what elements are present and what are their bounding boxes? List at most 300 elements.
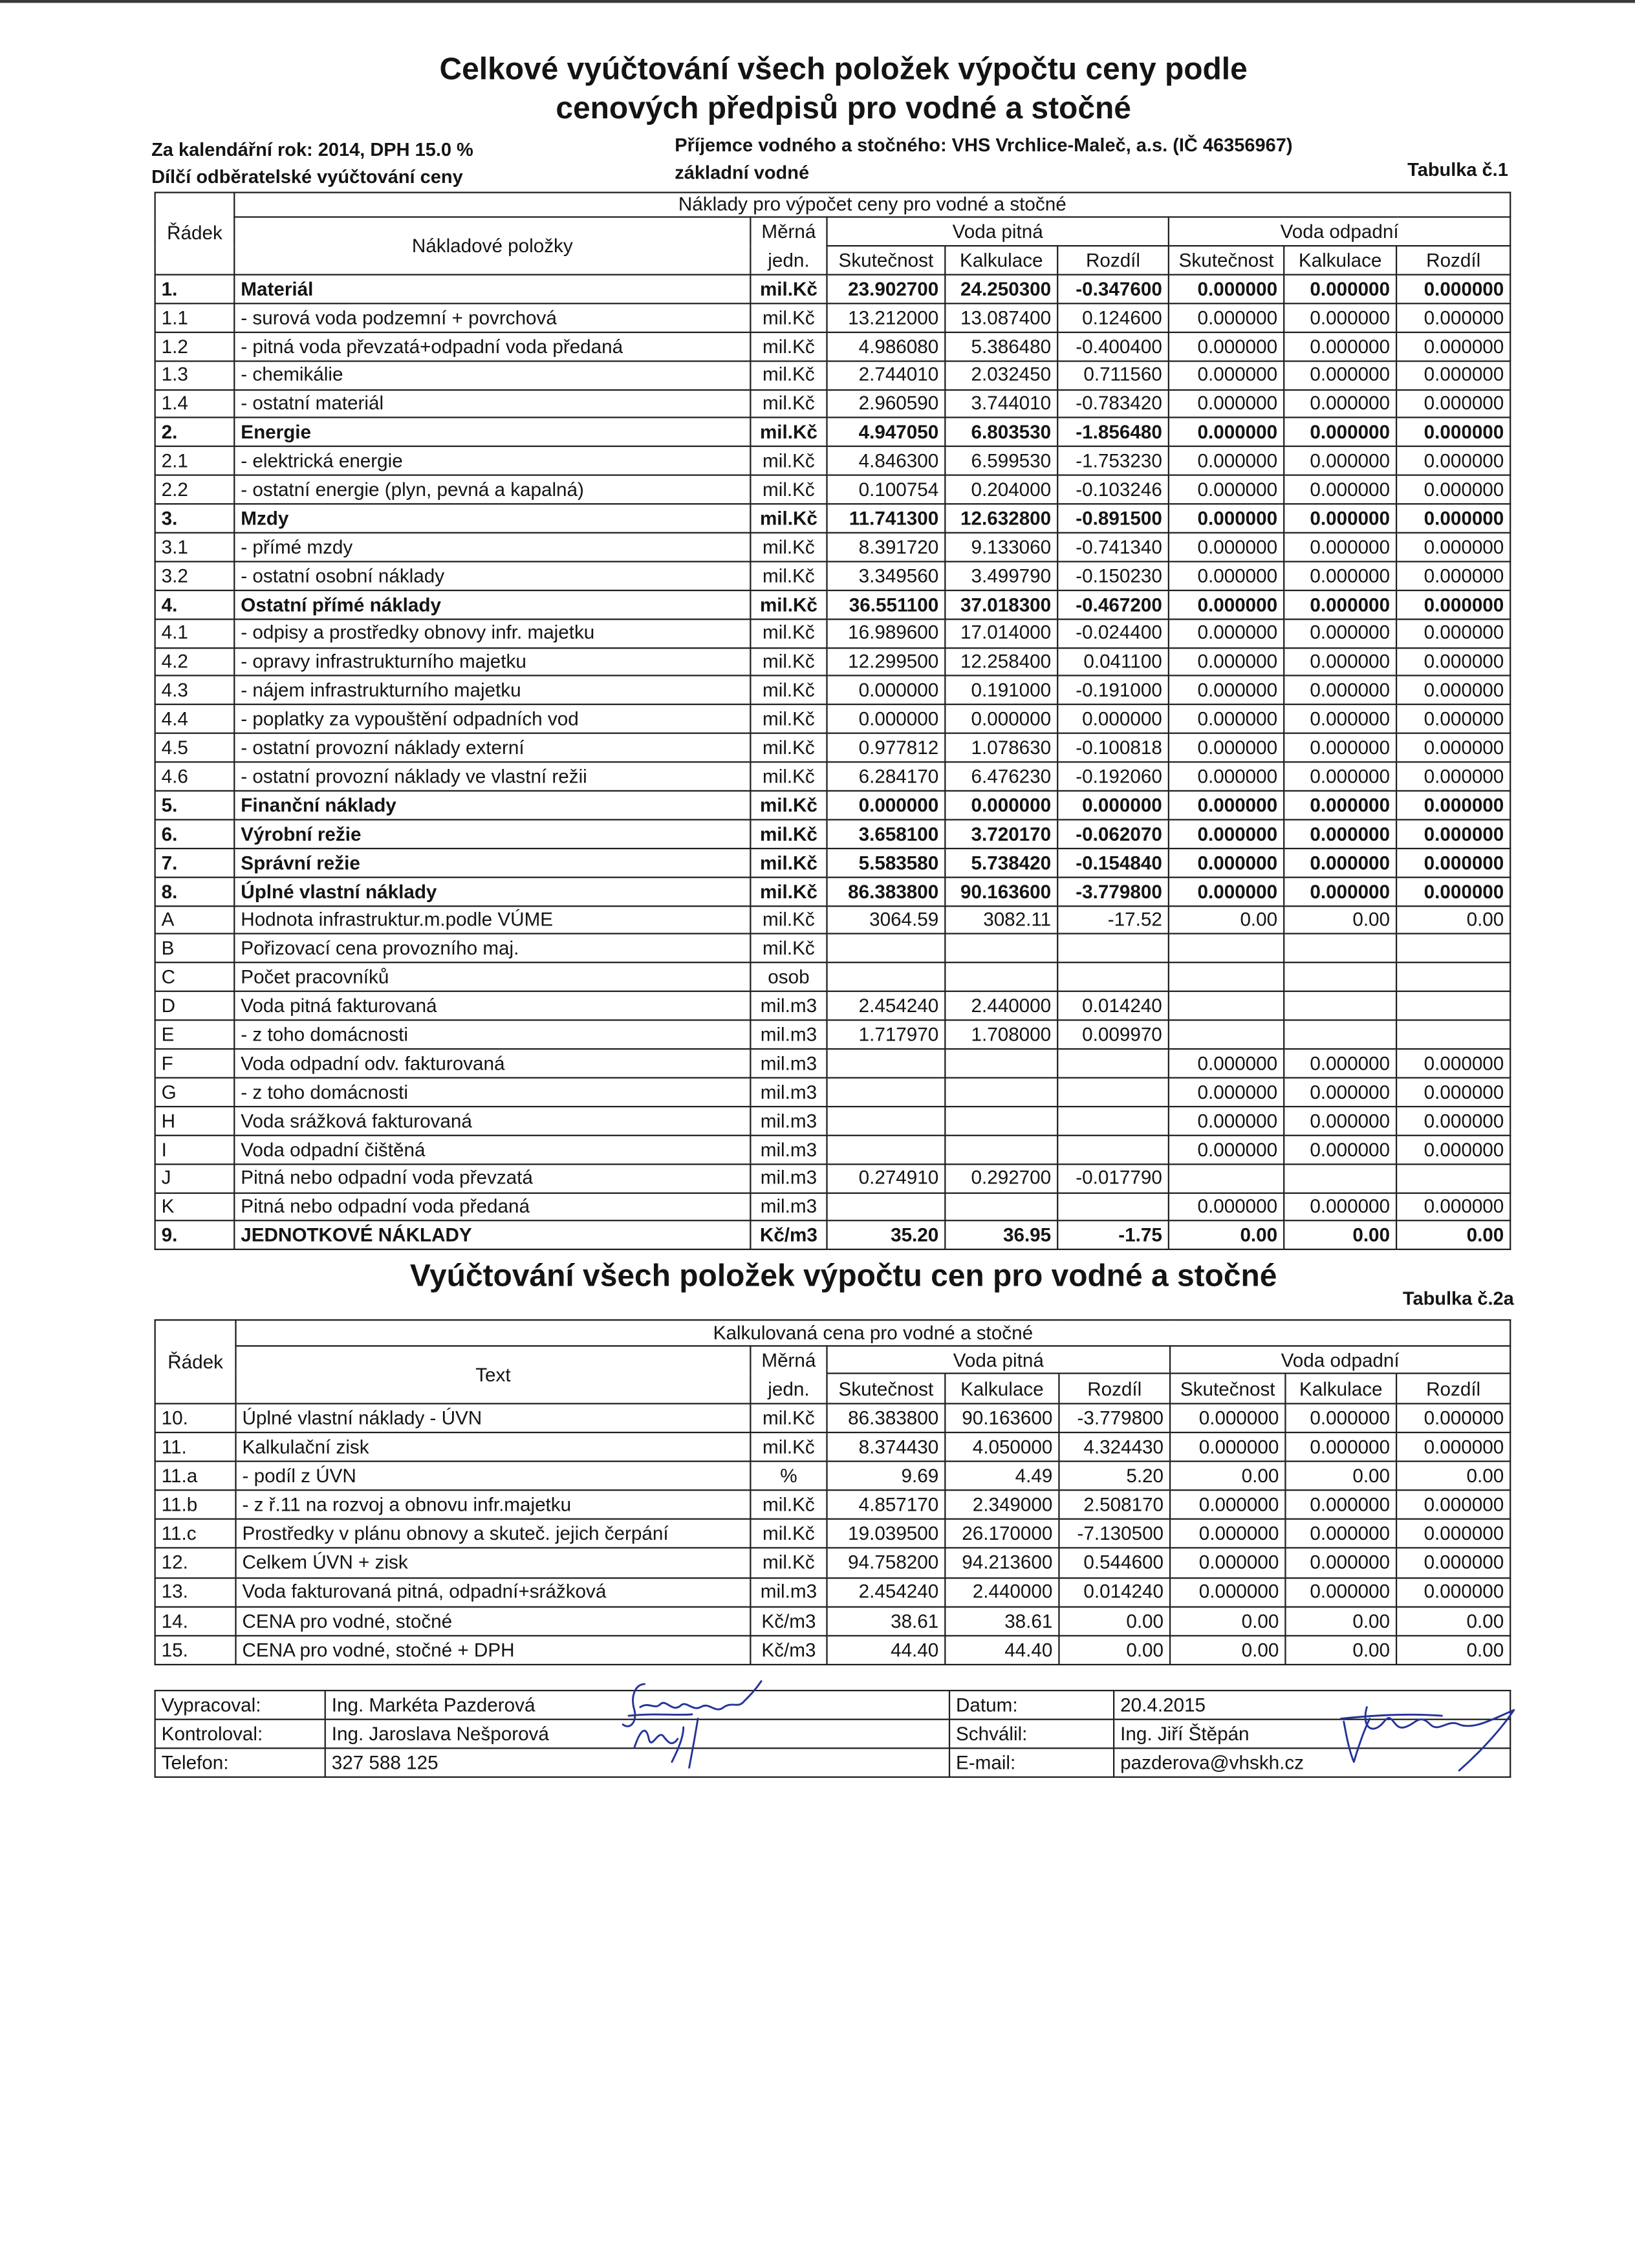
table-header-row: [155, 217, 1511, 246]
waste-difference: 0.000000: [1396, 332, 1510, 360]
waste-difference: 0.000000: [1396, 1520, 1510, 1549]
drinking-difference: -0.017790: [1057, 1163, 1169, 1192]
item-name: - z toho domácnosti: [234, 1077, 750, 1106]
column-header-waste-calculated: Kalkulace: [1284, 246, 1396, 275]
drinking-actual: [827, 1107, 946, 1135]
section-title: Vyúčtování všech položek výpočtu cen pro vodné a stočné: [409, 1258, 1277, 1293]
waste-actual: 0.000000: [1169, 590, 1284, 619]
row-number: D: [155, 991, 235, 1020]
waste-actual: 0.000000: [1169, 332, 1284, 360]
item-name: Správní režie: [234, 848, 750, 877]
column-header-drinking-difference: Rozdíl: [1057, 246, 1169, 275]
waste-difference: [1396, 963, 1510, 991]
drinking-difference: -0.191000: [1057, 676, 1169, 705]
drinking-calculated: 13.087400: [945, 303, 1057, 332]
drinking-actual: 2.744010: [827, 361, 946, 389]
column-header-unit: [750, 1346, 827, 1403]
drinking-actual: 94.758200: [827, 1548, 946, 1577]
drinking-actual: 3064.59: [827, 905, 946, 934]
drinking-difference: 5.20: [1059, 1462, 1170, 1491]
unit: mil.Kč: [750, 1491, 827, 1520]
item-name: - z ř.11 na rozvoj a obnovu infr.majetku: [235, 1491, 750, 1520]
item-name: - přímé mzdy: [234, 533, 750, 561]
item-name: - chemikálie: [234, 361, 750, 389]
table-row: [155, 1462, 1511, 1491]
drinking-difference: [1057, 1135, 1169, 1163]
unit: mil.Kč: [750, 533, 827, 561]
table-row: [155, 1548, 1511, 1577]
drinking-actual: 3.349560: [827, 561, 946, 590]
waste-actual: 0.000000: [1170, 1432, 1285, 1462]
waste-difference: 0.000000: [1396, 848, 1510, 877]
drinking-difference: -0.891500: [1057, 504, 1169, 532]
item-name: - ostatní provozní náklady ve vlastní režii: [234, 762, 750, 791]
waste-difference: 0.000000: [1396, 389, 1510, 418]
drinking-difference: -0.062070: [1057, 819, 1169, 848]
drinking-difference: -0.103246: [1057, 475, 1169, 504]
unit: mil.Kč: [750, 905, 827, 934]
drinking-calculated: 9.133060: [945, 533, 1057, 561]
table2-label: Tabulka č.2a: [1402, 1287, 1514, 1310]
unit: mil.Kč: [750, 676, 827, 705]
phone-label: Telefon:: [155, 1748, 325, 1777]
waste-difference: 0.000000: [1396, 676, 1510, 705]
item-name: Ostatní přímé náklady: [234, 590, 750, 619]
row-number: F: [155, 1049, 235, 1077]
unit: mil.Kč: [750, 332, 827, 360]
column-header-waste-calculated: Kalkulace: [1285, 1374, 1396, 1404]
unit: Kč/m3: [750, 1636, 827, 1665]
drinking-actual: 2.960590: [827, 389, 946, 418]
waste-difference: 0.000000: [1396, 590, 1510, 619]
row-number: 4.3: [155, 676, 235, 705]
drinking-difference: -3.779800: [1059, 1403, 1170, 1432]
drinking-difference: 0.041100: [1057, 647, 1169, 676]
item-name: Kalkulační zisk: [235, 1432, 750, 1462]
unit-label-bottom: jedn.: [768, 248, 810, 271]
table-row: [155, 1432, 1511, 1462]
table-row: [155, 819, 1511, 848]
date-value: 20.4.2015: [1114, 1690, 1510, 1720]
item-name: Voda odpadní čištěná: [234, 1135, 750, 1163]
item-name: Materiál: [234, 275, 750, 303]
unit: mil.Kč: [750, 303, 827, 332]
waste-calculated: 0.000000: [1284, 619, 1396, 647]
column-header-text: Text: [235, 1346, 750, 1403]
drinking-difference: [1057, 1193, 1169, 1221]
drinking-calculated: 2.349000: [945, 1491, 1059, 1520]
drinking-calculated: 4.050000: [945, 1432, 1059, 1462]
item-name: Voda fakturovaná pitná, odpadní+srážková: [235, 1577, 750, 1606]
waste-actual: 0.000000: [1169, 504, 1284, 532]
unit: mil.Kč: [750, 705, 827, 733]
drinking-difference: -17.52: [1057, 905, 1169, 934]
waste-difference: 0.00: [1396, 1606, 1510, 1636]
row-number: 1.4: [155, 389, 235, 418]
drinking-difference: -1.856480: [1057, 418, 1169, 446]
table-row: [155, 1606, 1511, 1636]
table-row: [155, 705, 1511, 733]
unit: mil.Kč: [750, 934, 827, 963]
price-table: [155, 1319, 1511, 1665]
item-name: Pořizovací cena provozního maj.: [234, 934, 750, 963]
table-row: [155, 647, 1511, 676]
drinking-calculated: 3082.11: [945, 905, 1057, 934]
drinking-calculated: 0.204000: [945, 475, 1057, 504]
table-row: [155, 762, 1511, 791]
item-name: Voda odpadní odv. fakturovaná: [234, 1049, 750, 1077]
waste-difference: 0.000000: [1396, 819, 1510, 848]
row-number: A: [155, 905, 235, 934]
approval-row: [155, 1748, 1511, 1777]
drinking-actual: 0.000000: [827, 791, 946, 819]
table-row: [155, 1403, 1511, 1432]
drinking-difference: -1.753230: [1057, 447, 1169, 475]
checked-label: Kontroloval:: [155, 1720, 325, 1749]
row-number: 4.4: [155, 705, 235, 733]
column-header-items: Nákladové položky: [234, 217, 750, 275]
waste-calculated: 0.000000: [1284, 647, 1396, 676]
drinking-actual: 23.902700: [827, 275, 946, 303]
drinking-calculated: 3.720170: [945, 819, 1057, 848]
row-number: 12.: [155, 1548, 236, 1577]
row-number: 4.5: [155, 733, 235, 762]
unit: mil.Kč: [750, 418, 827, 446]
table-row: [155, 1135, 1511, 1163]
row-number: J: [155, 1163, 235, 1192]
table-row: [155, 275, 1511, 303]
item-name: Úplné vlastní náklady: [234, 877, 750, 905]
item-name: Finanční náklady: [234, 791, 750, 819]
item-name: CENA pro vodné, stočné + DPH: [235, 1636, 750, 1665]
item-name: Úplné vlastní náklady - ÚVN: [235, 1403, 750, 1432]
drinking-actual: 35.20: [827, 1221, 946, 1249]
waste-calculated: 0.000000: [1284, 1193, 1396, 1221]
item-name: JEDNOTKOVÉ NÁKLADY: [234, 1221, 750, 1249]
waste-actual: 0.000000: [1169, 533, 1284, 561]
waste-difference: 0.000000: [1396, 561, 1510, 590]
waste-calculated: 0.00: [1284, 905, 1396, 934]
waste-actual: 0.000000: [1169, 705, 1284, 733]
waste-calculated: [1284, 1021, 1396, 1049]
row-number: 3.2: [155, 561, 235, 590]
waste-difference: 0.000000: [1396, 1577, 1510, 1606]
table-row: [155, 590, 1511, 619]
table-header-row: [155, 1346, 1511, 1374]
drinking-difference: -7.130500: [1059, 1520, 1170, 1549]
table-row: [155, 905, 1511, 934]
item-name: Mzdy: [234, 504, 750, 532]
drinking-actual: 4.846300: [827, 447, 946, 475]
column-header-drinking-calculated: Kalkulace: [945, 1374, 1059, 1404]
billing-type: Dílčí odběratelské vyúčtování ceny: [151, 166, 463, 188]
table-row: [155, 1636, 1511, 1665]
drinking-actual: 4.947050: [827, 418, 946, 446]
document-title-line2: cenových předpisů pro vodné a stočné: [556, 91, 1131, 125]
waste-calculated: 0.000000: [1284, 791, 1396, 819]
waste-difference: 0.000000: [1396, 1107, 1510, 1135]
drinking-calculated: 3.744010: [945, 389, 1057, 418]
waste-actual: 0.000000: [1169, 275, 1284, 303]
scan-border: [0, 0, 1635, 3]
approval-row: [155, 1720, 1511, 1749]
table-row: [155, 1021, 1511, 1049]
price-table-body: [155, 1403, 1511, 1664]
waste-calculated: [1284, 1163, 1396, 1192]
column-header-drinking-actual: Skutečnost: [827, 1374, 946, 1404]
row-number: 4.6: [155, 762, 235, 791]
waste-calculated: 0.000000: [1284, 676, 1396, 705]
unit: mil.Kč: [750, 561, 827, 590]
drinking-calculated: [945, 934, 1057, 963]
waste-calculated: 0.000000: [1284, 303, 1396, 332]
table-row: [155, 1577, 1511, 1606]
table-row: [155, 1491, 1511, 1520]
drinking-difference: 2.508170: [1059, 1491, 1170, 1520]
drinking-calculated: 38.61: [945, 1606, 1059, 1636]
waste-difference: 0.000000: [1396, 475, 1510, 504]
waste-actual: 0.000000: [1169, 762, 1284, 791]
approval-row: [155, 1690, 1511, 1720]
table-row: [155, 533, 1511, 561]
email-label: E-mail:: [949, 1748, 1114, 1777]
waste-calculated: 0.000000: [1285, 1577, 1396, 1606]
waste-difference: 0.000000: [1396, 791, 1510, 819]
waste-difference: 0.000000: [1396, 1135, 1510, 1163]
row-number: 13.: [155, 1577, 236, 1606]
drinking-difference: 0.544600: [1059, 1548, 1170, 1577]
drinking-actual: 0.100754: [827, 475, 946, 504]
waste-difference: 0.000000: [1396, 733, 1510, 762]
item-name: - odpisy a prostředky obnovy infr. majetku: [234, 619, 750, 647]
waste-calculated: 0.000000: [1284, 475, 1396, 504]
row-number: 4.1: [155, 619, 235, 647]
item-name: - nájem infrastrukturního majetku: [234, 676, 750, 705]
unit: mil.m3: [750, 1577, 827, 1606]
drinking-calculated: [945, 1193, 1057, 1221]
waste-actual: 0.000000: [1169, 1107, 1284, 1135]
waste-difference: [1396, 1163, 1510, 1192]
table-row: [155, 676, 1511, 705]
waste-actual: 0.000000: [1169, 475, 1284, 504]
row-number: 1.: [155, 275, 235, 303]
drinking-calculated: 12.632800: [945, 504, 1057, 532]
row-number: G: [155, 1077, 235, 1106]
drinking-difference: -0.783420: [1057, 389, 1169, 418]
row-number: 9.: [155, 1221, 235, 1249]
row-number: 1.1: [155, 303, 235, 332]
waste-actual: 0.000000: [1170, 1577, 1285, 1606]
unit: mil.m3: [750, 1135, 827, 1163]
column-header-waste-difference: Rozdíl: [1396, 1374, 1510, 1404]
row-number: 2.1: [155, 447, 235, 475]
unit: mil.m3: [750, 991, 827, 1020]
item-name: - pitná voda převzatá+odpadní voda předaná: [234, 332, 750, 360]
table-row: [155, 934, 1511, 963]
email-value: pazderova@vhskh.cz: [1114, 1748, 1510, 1777]
table-row: [155, 389, 1511, 418]
drinking-difference: -0.100818: [1057, 733, 1169, 762]
unit: mil.Kč: [750, 791, 827, 819]
item-name: - poplatky za vypouštění odpadních vod: [234, 705, 750, 733]
waste-calculated: 0.000000: [1284, 1077, 1396, 1106]
waste-actual: 0.000000: [1169, 447, 1284, 475]
checked-by: Ing. Jaroslava Nešporová: [325, 1720, 949, 1749]
waste-difference: 0.000000: [1396, 705, 1510, 733]
waste-calculated: 0.00: [1285, 1462, 1396, 1491]
drinking-difference: -0.400400: [1057, 332, 1169, 360]
row-number: 11.c: [155, 1520, 236, 1549]
unit: mil.Kč: [750, 447, 827, 475]
drinking-actual: 38.61: [827, 1606, 946, 1636]
approved-by: Ing. Jiří Štěpán: [1114, 1720, 1510, 1749]
drinking-difference: [1057, 934, 1169, 963]
unit: mil.Kč: [750, 819, 827, 848]
drinking-calculated: 0.000000: [945, 791, 1057, 819]
row-number: 7.: [155, 848, 235, 877]
recipient: Příjemce vodného a stočného: VHS Vrchlice-Maleč, a.s. (IČ 46356967): [675, 134, 1293, 156]
waste-calculated: 0.000000: [1285, 1403, 1396, 1432]
waste-actual: 0.00: [1169, 905, 1284, 934]
column-header-drinking-difference: Rozdíl: [1059, 1374, 1170, 1404]
drinking-actual: 13.212000: [827, 303, 946, 332]
unit: mil.m3: [750, 1021, 827, 1049]
waste-actual: 0.000000: [1169, 1049, 1284, 1077]
table-row: [155, 561, 1511, 590]
waste-actual: 0.000000: [1169, 361, 1284, 389]
unit: mil.Kč: [750, 848, 827, 877]
table-row: [155, 1077, 1511, 1106]
waste-difference: 0.000000: [1396, 1403, 1510, 1432]
waste-actual: 0.000000: [1169, 303, 1284, 332]
drinking-calculated: 0.000000: [945, 705, 1057, 733]
drinking-actual: 19.039500: [827, 1520, 946, 1549]
drinking-difference: -0.347600: [1057, 275, 1169, 303]
waste-calculated: 0.000000: [1284, 1135, 1396, 1163]
waste-calculated: 0.000000: [1284, 762, 1396, 791]
waste-actual: [1169, 991, 1284, 1020]
unit-label-top: Měrná: [761, 221, 816, 243]
billing-year: Za kalendářní rok: 2014, DPH 15.0 %: [151, 138, 473, 160]
drinking-actual: 86.383800: [827, 877, 946, 905]
drinking-calculated: 90.163600: [945, 1403, 1059, 1432]
waste-actual: 0.000000: [1170, 1548, 1285, 1577]
drinking-actual: 3.658100: [827, 819, 946, 848]
prepared-label: Vypracoval:: [155, 1690, 325, 1720]
waste-difference: 0.00: [1396, 1636, 1510, 1665]
item-name: Energie: [234, 418, 750, 446]
unit: mil.Kč: [750, 1548, 827, 1577]
drinking-actual: [827, 1193, 946, 1221]
table-row: [155, 619, 1511, 647]
unit: mil.m3: [750, 1163, 827, 1192]
item-name: CENA pro vodné, stočné: [235, 1606, 750, 1636]
waste-actual: 0.000000: [1169, 1193, 1284, 1221]
waste-difference: 0.00: [1396, 905, 1510, 934]
waste-actual: 0.000000: [1170, 1403, 1285, 1432]
unit: mil.Kč: [750, 504, 827, 532]
waste-actual: 0.00: [1169, 1221, 1284, 1249]
waste-actual: 0.000000: [1169, 647, 1284, 676]
column-header-drinking-actual: Skutečnost: [827, 246, 946, 275]
waste-calculated: 0.000000: [1284, 389, 1396, 418]
drinking-calculated: 6.803530: [945, 418, 1057, 446]
waste-calculated: 0.00: [1285, 1606, 1396, 1636]
unit: mil.m3: [750, 1049, 827, 1077]
waste-difference: 0.000000: [1396, 418, 1510, 446]
table-row: [155, 1221, 1511, 1249]
table-row: [155, 361, 1511, 389]
drinking-calculated: 90.163600: [945, 877, 1057, 905]
waste-difference: 0.000000: [1396, 619, 1510, 647]
drinking-difference: [1057, 1049, 1169, 1077]
waste-calculated: 0.000000: [1285, 1520, 1396, 1549]
item-name: - z toho domácnosti: [234, 1021, 750, 1049]
waste-calculated: 0.000000: [1284, 1049, 1396, 1077]
drinking-calculated: 37.018300: [945, 590, 1057, 619]
waste-calculated: 0.000000: [1284, 418, 1396, 446]
drinking-actual: 4.857170: [827, 1491, 946, 1520]
table-caption: Kalkulovaná cena pro vodné a stočné: [235, 1320, 1510, 1346]
drinking-difference: [1057, 963, 1169, 991]
waste-actual: 0.000000: [1170, 1491, 1285, 1520]
row-number: H: [155, 1107, 235, 1135]
drinking-calculated: 3.499790: [945, 561, 1057, 590]
waste-actual: 0.000000: [1169, 676, 1284, 705]
drinking-calculated: [945, 1049, 1057, 1077]
row-number: 15.: [155, 1636, 236, 1665]
row-number: K: [155, 1193, 235, 1221]
waste-actual: [1169, 1021, 1284, 1049]
drinking-calculated: 94.213600: [945, 1548, 1059, 1577]
drinking-difference: 0.00: [1059, 1606, 1170, 1636]
row-number: 4.: [155, 590, 235, 619]
waste-difference: 0.000000: [1396, 1548, 1510, 1577]
waste-difference: 0.000000: [1396, 361, 1510, 389]
unit: mil.Kč: [750, 475, 827, 504]
unit: mil.Kč: [750, 619, 827, 647]
unit: mil.m3: [750, 1107, 827, 1135]
drinking-difference: 0.009970: [1057, 1021, 1169, 1049]
unit: Kč/m3: [750, 1606, 827, 1636]
waste-calculated: 0.000000: [1284, 733, 1396, 762]
drinking-actual: 8.391720: [827, 533, 946, 561]
table-row: [155, 1193, 1511, 1221]
drinking-difference: -0.192060: [1057, 762, 1169, 791]
drinking-calculated: 1.708000: [945, 1021, 1057, 1049]
unit: mil.Kč: [750, 361, 827, 389]
waste-calculated: 0.00: [1284, 1221, 1396, 1249]
group-header-drinking-water: Voda pitná: [827, 1346, 1171, 1374]
item-name: Pitná nebo odpadní voda předaná: [234, 1193, 750, 1221]
item-name: - podíl z ÚVN: [235, 1462, 750, 1491]
drinking-calculated: 5.738420: [945, 848, 1057, 877]
drinking-calculated: 1.078630: [945, 733, 1057, 762]
waste-difference: 0.000000: [1396, 647, 1510, 676]
waste-actual: 0.000000: [1169, 791, 1284, 819]
item-name: - ostatní provozní náklady externí: [234, 733, 750, 762]
drinking-difference: 0.00: [1059, 1636, 1170, 1665]
drinking-actual: 11.741300: [827, 504, 946, 532]
drinking-difference: -0.150230: [1057, 561, 1169, 590]
waste-calculated: 0.000000: [1284, 819, 1396, 848]
waste-actual: 0.000000: [1169, 418, 1284, 446]
row-number: 11.: [155, 1432, 236, 1462]
group-header-waste-water: Voda odpadní: [1169, 217, 1510, 246]
drinking-calculated: 12.258400: [945, 647, 1057, 676]
unit: mil.Kč: [750, 1432, 827, 1462]
item-name: Pitná nebo odpadní voda převzatá: [234, 1163, 750, 1192]
